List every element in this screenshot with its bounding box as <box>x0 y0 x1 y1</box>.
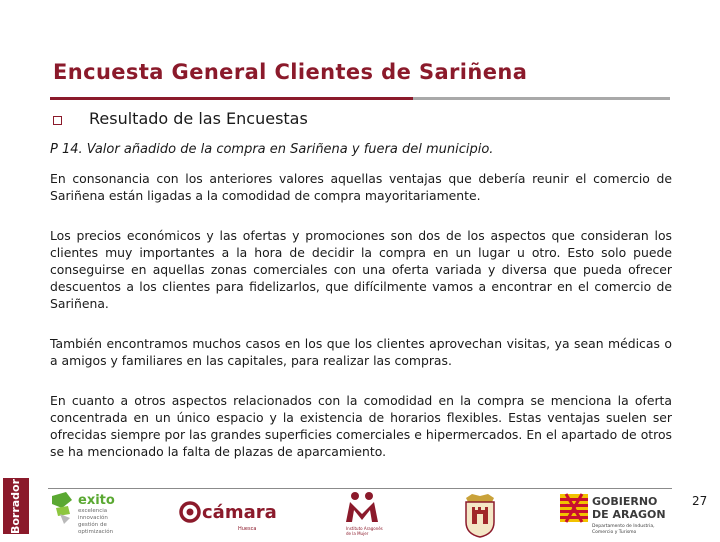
aragon-logo-line1: GOBIERNO <box>592 495 658 508</box>
aragon-logo-line2: DE ARAGON <box>592 508 666 521</box>
aragon-dept-2: Comercio y Turismo <box>592 530 637 535</box>
exito-tagline-1: excelencia <box>78 508 108 514</box>
gobierno-aragon-logo <box>560 490 680 538</box>
municipal-shield-logo <box>458 492 502 538</box>
page-number: 27 <box>692 494 708 508</box>
exito-tagline-4: optimización <box>78 529 114 535</box>
section-subheading: Resultado de las Encuestas <box>89 109 308 128</box>
draft-watermark <box>3 478 29 534</box>
exito-logo-name: exito <box>78 493 115 508</box>
body-paragraph-3: También encontramos muchos casos en los que los clientes aprovechan visitas, ya sean médicas o a amigos y familiares en las capitales, para realizar las compras. <box>50 336 672 368</box>
body-paragraph-4: En cuanto a otros aspectos relacionados con la comodidad en la compra se menciona la oferta concentrada en un único espacio y la existencia de horarios flexibles. Estas ventajas suelen ser ofrecidas siempre por las grandes superficies comerciales e hipermercados. En el apartado de otros se ha mencionado la falta de plazas de aparcamiento. <box>50 393 672 459</box>
exito-logo-graphic <box>48 490 138 536</box>
instituto-mujer-logo <box>338 490 386 538</box>
instituto-mujer-logo-graphic <box>338 490 386 538</box>
camara-logo-name: cámara <box>202 502 277 523</box>
square-bullet-icon <box>53 116 62 125</box>
body-paragraph-2: Los precios económicos y las ofertas y promociones son dos de los aspectos que consideran los clientes muy importantes a la hora de decidir la compra en un lugar u otro. Esto solo puede conseguirse en aquellas zonas comerciales con una oferta variada y diversa que pueda ofrecer descuentos a los clientes para fidelizarlos, que difícilmente vamos a encontrar en el comercio de Sariñena. <box>50 228 672 311</box>
camara-logo-graphic <box>178 494 278 534</box>
body-paragraph-1: En consonancia con los anteriores valores aquellas ventajas que debería reunir el comercio de Sariñena están ligadas a la comodidad de compra mayoritariamente. <box>50 171 672 203</box>
municipal-shield-graphic <box>458 492 502 538</box>
slide-title: Encuesta General Clientes de Sariñena <box>53 60 528 84</box>
camara-logo <box>178 494 278 534</box>
aragon-dept-1: Departamento de Industria, <box>592 524 655 529</box>
footer-divider <box>48 488 672 489</box>
title-underline-accent <box>50 97 413 100</box>
camara-logo-sub: Huesca <box>238 526 257 532</box>
draft-watermark-label: Borrador <box>9 478 23 534</box>
exito-tagline-3: gestión de <box>78 522 107 528</box>
exito-tagline-2: innovación <box>78 515 108 521</box>
mujer-caption-2: de la Mujer <box>346 531 369 536</box>
gobierno-aragon-logo-graphic <box>560 490 680 538</box>
exito-logo <box>48 490 138 536</box>
mujer-caption-1: Instituto Aragonés <box>346 526 383 531</box>
survey-question: P 14. Valor añadido de la compra en Sariñena y fuera del municipio. <box>50 142 494 157</box>
